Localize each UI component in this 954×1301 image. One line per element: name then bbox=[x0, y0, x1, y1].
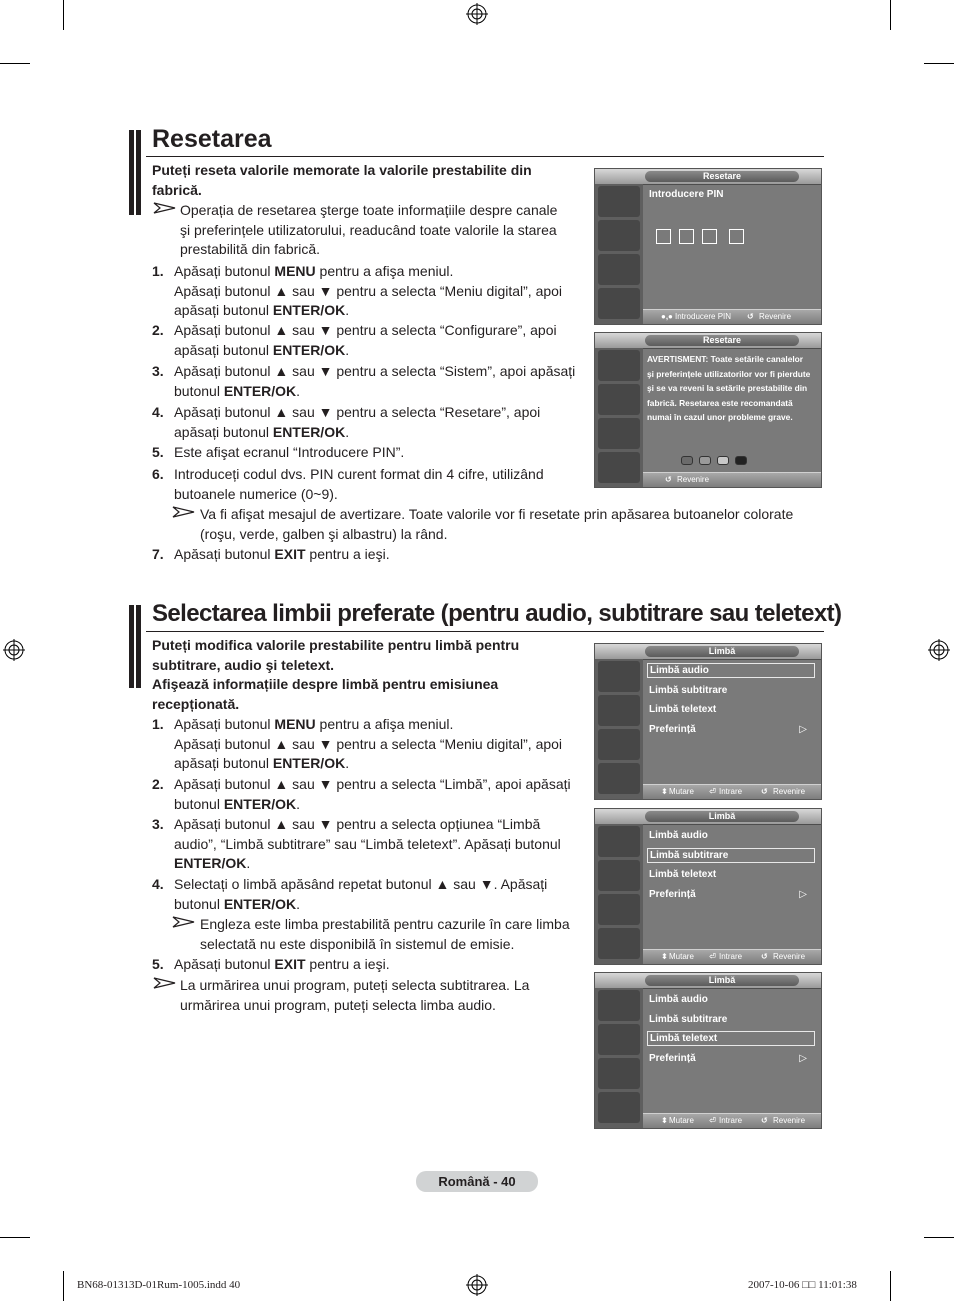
page-number: Română - 40 bbox=[416, 1171, 538, 1192]
osd-footer bbox=[643, 1113, 821, 1128]
step-text bbox=[174, 362, 575, 401]
osd-menu-item[interactable] bbox=[647, 887, 815, 902]
setup-icon bbox=[598, 452, 640, 483]
text-line: Apăsați butonul ▲ sau ▼ pentru a selecta “Meniu digital”, apoi bbox=[174, 282, 563, 299]
registration-mark-icon bbox=[928, 639, 950, 661]
text-line: Apăsați butonul ▲ sau ▼ pentru a selecta “Meniu digital”, apoi bbox=[174, 735, 563, 752]
crop-mark bbox=[924, 1237, 954, 1238]
color-button-yellow[interactable] bbox=[717, 456, 729, 465]
step-number: 3. bbox=[152, 363, 164, 379]
footer-hint: Mutare bbox=[669, 952, 694, 961]
text-line: Apăsați butonul MENU pentru a afişa meniul. bbox=[174, 716, 454, 732]
section-title: Selectarea limbii preferate (pentru audio, subtitrare sau teletext) bbox=[152, 600, 842, 627]
crop-mark bbox=[0, 1237, 30, 1238]
menu-item-label: Limbă teletext bbox=[649, 869, 717, 880]
text-line: butonul ENTER/OK. bbox=[174, 382, 301, 399]
note bbox=[180, 201, 557, 260]
picture-icon bbox=[598, 661, 640, 692]
sound-icon bbox=[598, 860, 640, 891]
move-icon: ⬍ bbox=[661, 1116, 668, 1125]
osd-icon-column bbox=[595, 824, 643, 964]
osd-menu-item[interactable] bbox=[647, 992, 815, 1007]
number-keys-icon: ●,● bbox=[661, 312, 673, 321]
step-item bbox=[152, 955, 572, 975]
footer-hint: Intrare bbox=[719, 952, 743, 961]
setup-icon bbox=[598, 1092, 640, 1123]
picture-icon bbox=[598, 990, 640, 1021]
osd-menu-item[interactable] bbox=[647, 828, 815, 843]
menu-item-label: Limbă subtitrare bbox=[650, 849, 729, 861]
step-text bbox=[174, 403, 540, 442]
crop-mark bbox=[63, 1271, 64, 1301]
crop-mark bbox=[0, 63, 30, 64]
text-line: Engleza este limba prestabilită pentru cazurile în care limba bbox=[200, 916, 570, 932]
text-line: Apăsați butonul ▲ sau ▼ pentru a selecta “Configurare”, apoi bbox=[174, 322, 557, 338]
text-line: subtitrare, audio şi teletext. bbox=[152, 656, 335, 673]
step-number: 7. bbox=[152, 546, 164, 562]
move-icon: ⬍ bbox=[661, 952, 668, 961]
step-item bbox=[152, 775, 582, 814]
osd-menu-item[interactable] bbox=[647, 702, 815, 717]
osd-menu-item[interactable] bbox=[647, 1012, 815, 1027]
footer-hint: Introducere PIN bbox=[675, 312, 732, 321]
sound-icon bbox=[598, 384, 640, 415]
osd-title: Resetare bbox=[645, 171, 799, 182]
osd-title: Limbă bbox=[645, 811, 799, 822]
text-line: (roşu, verde, galben şi albastru) la rând. bbox=[200, 525, 448, 542]
text-line: Apăsați butonul ▲ sau ▼ pentru a selecta “Resetare”, apoi bbox=[174, 404, 541, 420]
step-number: 1. bbox=[152, 263, 164, 279]
text-line: apăsați butonul ENTER/OK. bbox=[174, 755, 350, 771]
text-line: La urmărirea unui program, puteți selecta subtitrarea. La bbox=[180, 977, 530, 993]
text-line: ENTER/OK. bbox=[174, 855, 251, 871]
footer-hint: Intrare bbox=[719, 1116, 743, 1125]
menu-item-label: Limbă subtitrare bbox=[649, 684, 728, 696]
step-number: 1. bbox=[152, 716, 164, 732]
menu-item-label: Preferință bbox=[649, 888, 696, 900]
channel-icon bbox=[598, 729, 640, 760]
osd-icon-column bbox=[595, 988, 643, 1128]
text-line: şi se va reveni la setările prestabilite din bbox=[647, 383, 808, 394]
color-button-green[interactable] bbox=[699, 456, 711, 465]
step-text bbox=[174, 262, 562, 321]
text-line: Apăsați butonul ▲ sau ▼ pentru a selecta “Sistem”, apoi apăsați bbox=[174, 363, 576, 379]
osd-label: Introducere PIN bbox=[649, 189, 724, 200]
menu-item-label: Preferință bbox=[649, 1052, 696, 1064]
pin-digit-box[interactable] bbox=[679, 229, 694, 244]
pin-digit-box[interactable] bbox=[729, 229, 744, 244]
note-arrow-icon bbox=[153, 977, 177, 989]
step-item bbox=[152, 362, 582, 401]
section-title: Resetarea bbox=[152, 125, 272, 153]
return-icon: ↺ bbox=[665, 475, 672, 484]
osd-menu-item[interactable] bbox=[647, 1051, 815, 1066]
step-number: 3. bbox=[152, 816, 164, 832]
sound-icon bbox=[598, 1024, 640, 1055]
return-icon: ↺ bbox=[761, 787, 768, 796]
note bbox=[180, 976, 529, 1015]
text-line: Operația de resetarea şterge toate informațiile despre canale bbox=[180, 202, 558, 218]
text-line: urmărirea unui program, puteți selecta limba audio. bbox=[180, 996, 496, 1013]
return-icon: ↺ bbox=[761, 1116, 768, 1125]
menu-item-label: Limbă teletext bbox=[650, 1033, 718, 1044]
color-button-red[interactable] bbox=[681, 456, 693, 465]
section-rule bbox=[146, 631, 824, 632]
osd-footer bbox=[643, 784, 821, 799]
setup-icon bbox=[598, 288, 640, 319]
osd-icon-column bbox=[595, 184, 643, 324]
text-line: numai în cazul unor probleme grave. bbox=[647, 412, 793, 423]
text-line: Apăsați butonul ▲ sau ▼ pentru a selecta opțiunea “Limbă bbox=[174, 816, 541, 832]
pin-digit-box[interactable] bbox=[656, 229, 671, 244]
section-marker bbox=[129, 130, 143, 215]
menu-item-label: Limbă audio bbox=[649, 830, 708, 841]
text-line: Este afişat ecranul “Introducere PIN”. bbox=[174, 444, 405, 460]
osd-reset-pin-screen bbox=[594, 168, 822, 325]
step-number: 5. bbox=[152, 444, 164, 460]
step-text bbox=[174, 875, 547, 914]
osd-footer bbox=[643, 309, 821, 324]
warning-message bbox=[647, 352, 815, 425]
note-arrow-icon bbox=[172, 916, 196, 928]
step-text bbox=[174, 465, 544, 504]
footer-hint: Revenire bbox=[773, 787, 806, 796]
registration-mark-icon bbox=[3, 639, 25, 661]
note-arrow-icon bbox=[153, 202, 177, 214]
footer-hint: Revenire bbox=[773, 1116, 806, 1125]
osd-language-screen bbox=[594, 643, 822, 800]
text-line: Apăsați butonul ▲ sau ▼ pentru a selecta “Limbă”, apoi apăsați bbox=[174, 776, 571, 792]
picture-icon bbox=[598, 350, 640, 381]
step-number: 5. bbox=[152, 956, 164, 972]
text-line: Apăsați butonul EXIT pentru a ieşi. bbox=[174, 546, 390, 562]
channel-icon bbox=[598, 418, 640, 449]
text-line: Afişează informațiile despre limbă pentru emisiunea bbox=[152, 676, 499, 692]
footer-hint: Mutare bbox=[669, 1116, 694, 1125]
step-item bbox=[152, 262, 582, 321]
text-line: Puteți modifica valorile prestabilite pentru limbă pentru bbox=[152, 637, 520, 653]
menu-item-label: Limbă audio bbox=[650, 665, 709, 676]
picture-icon bbox=[598, 186, 640, 217]
text-line: Introduceți codul dvs. PIN curent format din 4 cifre, utilizând bbox=[174, 466, 544, 482]
osd-language-screen bbox=[594, 972, 822, 1129]
text-line: AVERTISMENT: Toate setările canalelor bbox=[647, 354, 804, 364]
enter-icon: ⏎ bbox=[709, 1116, 716, 1125]
sound-icon bbox=[598, 695, 640, 726]
text-line: recepționată. bbox=[152, 695, 240, 712]
step-text bbox=[174, 955, 390, 975]
return-icon: ↺ bbox=[747, 312, 754, 321]
osd-menu-item[interactable] bbox=[647, 1031, 815, 1046]
text-line: apăsați butonul ENTER/OK. bbox=[174, 341, 350, 358]
file-slug: BN68-01313D-01Rum-1005.indd 40 bbox=[77, 1279, 241, 1291]
osd-icon-column bbox=[595, 659, 643, 799]
osd-footer bbox=[643, 472, 821, 487]
step-item bbox=[152, 875, 582, 914]
registration-mark-icon bbox=[466, 1274, 488, 1296]
text-line: selectată nu este disponibilă în sistemul de emisie. bbox=[200, 935, 515, 952]
osd-menu-item[interactable] bbox=[647, 867, 815, 882]
text-line: butoanele numerice (0~9). bbox=[174, 485, 338, 502]
osd-title: Limbă bbox=[645, 975, 799, 986]
osd-reset-warning-screen bbox=[594, 332, 822, 488]
step-text bbox=[174, 775, 571, 814]
footer-hint: Revenire bbox=[677, 475, 710, 484]
step-number: 2. bbox=[152, 322, 164, 338]
crop-mark bbox=[890, 0, 891, 30]
osd-menu-item[interactable] bbox=[647, 722, 815, 737]
text-line: butonul ENTER/OK. bbox=[174, 795, 301, 812]
setup-icon bbox=[598, 928, 640, 959]
step-number: 2. bbox=[152, 776, 164, 792]
text-line: apăsați butonul ENTER/OK. bbox=[174, 302, 350, 318]
osd-menu-item[interactable] bbox=[647, 683, 815, 698]
step-item bbox=[152, 815, 582, 874]
osd-menu-item[interactable] bbox=[647, 663, 815, 678]
menu-item-label: Limbă subtitrare bbox=[649, 1013, 728, 1025]
note-arrow-icon bbox=[172, 506, 196, 518]
osd-icon-column bbox=[595, 348, 643, 487]
move-icon: ⬍ bbox=[661, 787, 668, 796]
text-line: Apăsați butonul EXIT pentru a ieşi. bbox=[174, 956, 390, 972]
footer-hint: Mutare bbox=[669, 787, 694, 796]
channel-icon bbox=[598, 894, 640, 925]
text-line: apăsați butonul ENTER/OK. bbox=[174, 423, 350, 440]
menu-item-label: Limbă audio bbox=[649, 994, 708, 1005]
submenu-arrow-icon: ▷ bbox=[799, 723, 807, 735]
sound-icon bbox=[598, 220, 640, 251]
step-text bbox=[174, 715, 562, 774]
footer-hint: Revenire bbox=[773, 952, 806, 961]
text-line: Selectați o limbă apăsând repetat butonul ▲ sau ▼. Apăsați bbox=[174, 876, 548, 892]
text-line: Va fi afişat mesajul de avertizare. Toate valorile vor fi resetate prin apăsarea butoanelor colorate bbox=[200, 506, 794, 522]
section-rule bbox=[146, 156, 824, 157]
submenu-arrow-icon: ▷ bbox=[799, 888, 807, 900]
step-text bbox=[174, 443, 404, 463]
footer-hint: Intrare bbox=[719, 787, 743, 796]
step-item bbox=[152, 403, 582, 442]
step-item bbox=[152, 443, 582, 463]
step-item bbox=[152, 465, 582, 504]
color-button-blue[interactable] bbox=[735, 456, 747, 465]
step-number: 4. bbox=[152, 404, 164, 420]
crop-mark bbox=[63, 0, 64, 30]
step-item bbox=[152, 545, 572, 565]
return-icon: ↺ bbox=[761, 952, 768, 961]
step-number: 6. bbox=[152, 466, 164, 482]
step-text bbox=[174, 321, 557, 360]
osd-menu-item[interactable] bbox=[647, 848, 815, 863]
menu-item-label: Preferință bbox=[649, 723, 696, 735]
section-intro bbox=[152, 636, 519, 714]
crop-mark bbox=[890, 1271, 891, 1301]
step-text bbox=[174, 815, 561, 874]
note bbox=[200, 915, 570, 954]
crop-mark bbox=[924, 63, 954, 64]
footer-hint: Revenire bbox=[759, 312, 792, 321]
step-number: 4. bbox=[152, 876, 164, 892]
date-slug: 2007-10-06 □□ 11:01:38 bbox=[748, 1279, 857, 1291]
text-line: audio”, “Limbă subtitrare” sau “Limbă teletext”. Apăsați butonul bbox=[174, 835, 561, 852]
channel-icon bbox=[598, 254, 640, 285]
section-marker bbox=[129, 605, 143, 688]
osd-title: Resetare bbox=[645, 335, 799, 346]
section-intro: Puteți reseta valorile memorate la valorile prestabilite din fabrică. bbox=[152, 162, 532, 198]
text-line: fabrică. Resetarea este recomandată bbox=[647, 397, 793, 408]
pin-digit-box[interactable] bbox=[702, 229, 717, 244]
step-item bbox=[152, 715, 582, 774]
text-line: şi preferințele utilizatorilor vor fi pierdute bbox=[647, 368, 811, 379]
osd-title: Limbă bbox=[645, 646, 799, 657]
step-item bbox=[152, 321, 582, 360]
osd-footer bbox=[643, 949, 821, 964]
osd-language-screen bbox=[594, 808, 822, 965]
text-line: şi preferințele utilizatorului, readucând toate valorile la starea bbox=[180, 221, 557, 238]
text-line: Apăsați butonul MENU pentru a afişa meniul. bbox=[174, 263, 454, 279]
picture-icon bbox=[598, 826, 640, 857]
step-text bbox=[174, 545, 390, 565]
text-line: butonul ENTER/OK. bbox=[174, 895, 301, 912]
registration-mark-icon bbox=[466, 3, 488, 25]
enter-icon: ⏎ bbox=[709, 952, 716, 961]
submenu-arrow-icon: ▷ bbox=[799, 1052, 807, 1064]
menu-item-label: Limbă teletext bbox=[649, 704, 717, 715]
text-line: prestabilită din fabrică. bbox=[180, 241, 321, 257]
channel-icon bbox=[598, 1058, 640, 1089]
note bbox=[200, 505, 793, 544]
setup-icon bbox=[598, 763, 640, 794]
enter-icon: ⏎ bbox=[709, 787, 716, 796]
